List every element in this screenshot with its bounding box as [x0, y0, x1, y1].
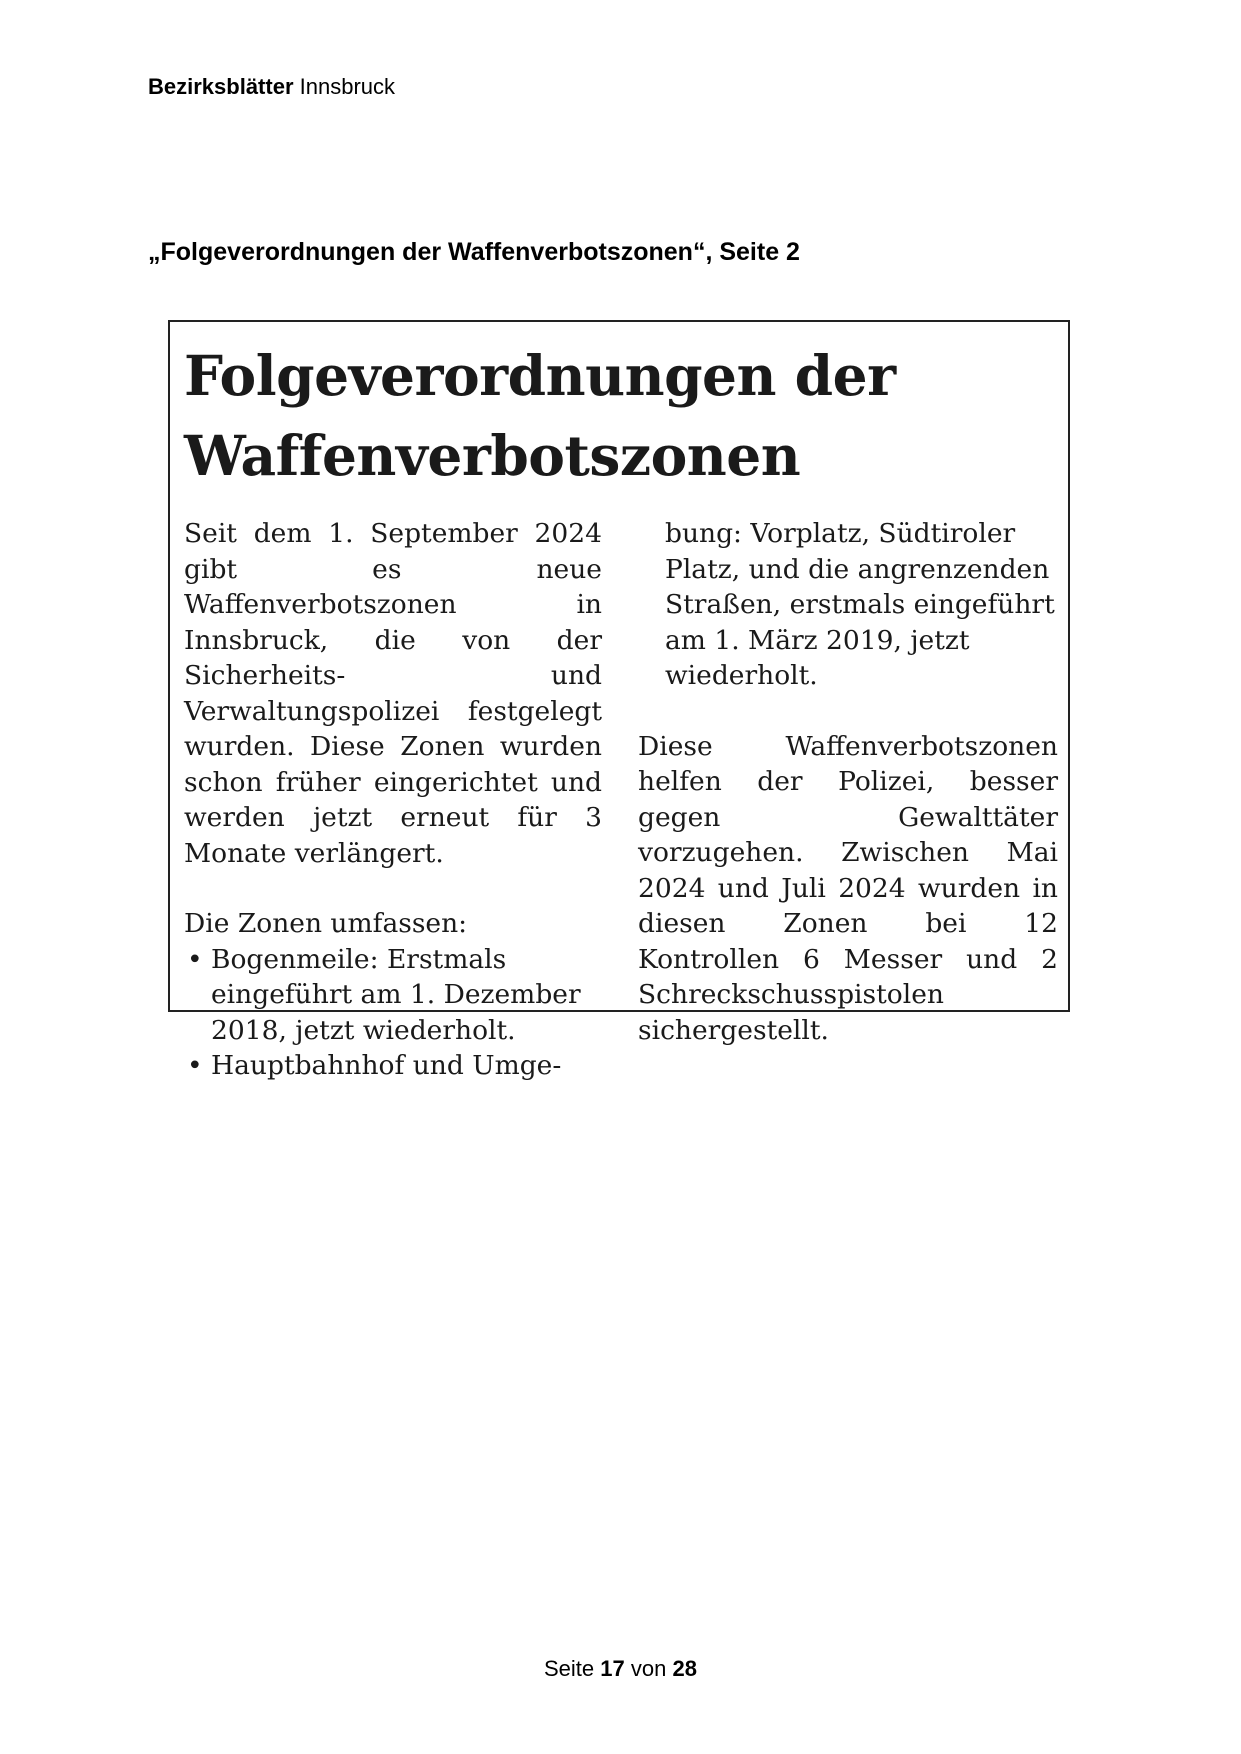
document-header — [148, 74, 395, 100]
bullet-icon: • — [187, 943, 203, 975]
article-headline — [184, 336, 896, 496]
publication-location: Innsbruck — [299, 74, 396, 99]
list-item — [184, 942, 602, 1049]
page-current: 17 — [600, 1656, 625, 1681]
headline-line-1: Folgeverordnungen der — [184, 343, 896, 408]
bullet-icon: • — [187, 1050, 203, 1081]
article-paragraph-2: Diese Waffenverbotszonen helfen der Polizei, besser gegen Gewalttäter vorzugehen. Zwischen Mai 2024 und Juli 2024 wurden in diesen Zonen bei 12 Kontrollen 6 Messer und 2 Schreckschusspistolen sichergestellt. — [638, 730, 1058, 1046]
list-item-text: Hauptbahnhof und Umge- — [211, 1050, 562, 1081]
article-column-right — [638, 516, 1058, 1048]
zone-list — [184, 942, 602, 1084]
page-prefix: Seite — [544, 1656, 595, 1681]
page-total: 28 — [672, 1656, 697, 1681]
newspaper-clipping — [168, 320, 1070, 1081]
list-intro: Die Zonen umfassen: — [184, 908, 468, 939]
page-middle: von — [630, 1656, 667, 1681]
article-reference-title: „Folgeverordnungen der Waffenverbotszonen“, Seite 2 — [148, 238, 800, 266]
publication-name: Bezirksblätter — [148, 74, 294, 99]
article-column-left — [184, 516, 602, 1084]
article-paragraph-1: Seit dem 1. September 2024 gibt es neue Waffenverbotszonen in Innsbruck, die von der Sicherheits- und Verwaltungspolizei festgelegt wurden. Diese Zonen wurden schon früher eingerichtet und werden jetzt erneut für 3 Monate verlängert. — [184, 518, 602, 869]
list-item-continuation: bung: Vorplatz, Südtiroler Platz, und die angrenzenden Straßen, erstmals eingeführt am 1. März 2019, jetzt wiederholt. — [665, 518, 1055, 691]
headline-line-2: Waffenverbotszonen — [184, 423, 801, 488]
list-item-text: Bogenmeile: Erstmals eingeführt am 1. Dezember 2018, jetzt wiederholt. — [211, 943, 581, 1046]
page-number — [0, 1656, 1241, 1682]
list-item — [184, 1048, 602, 1084]
